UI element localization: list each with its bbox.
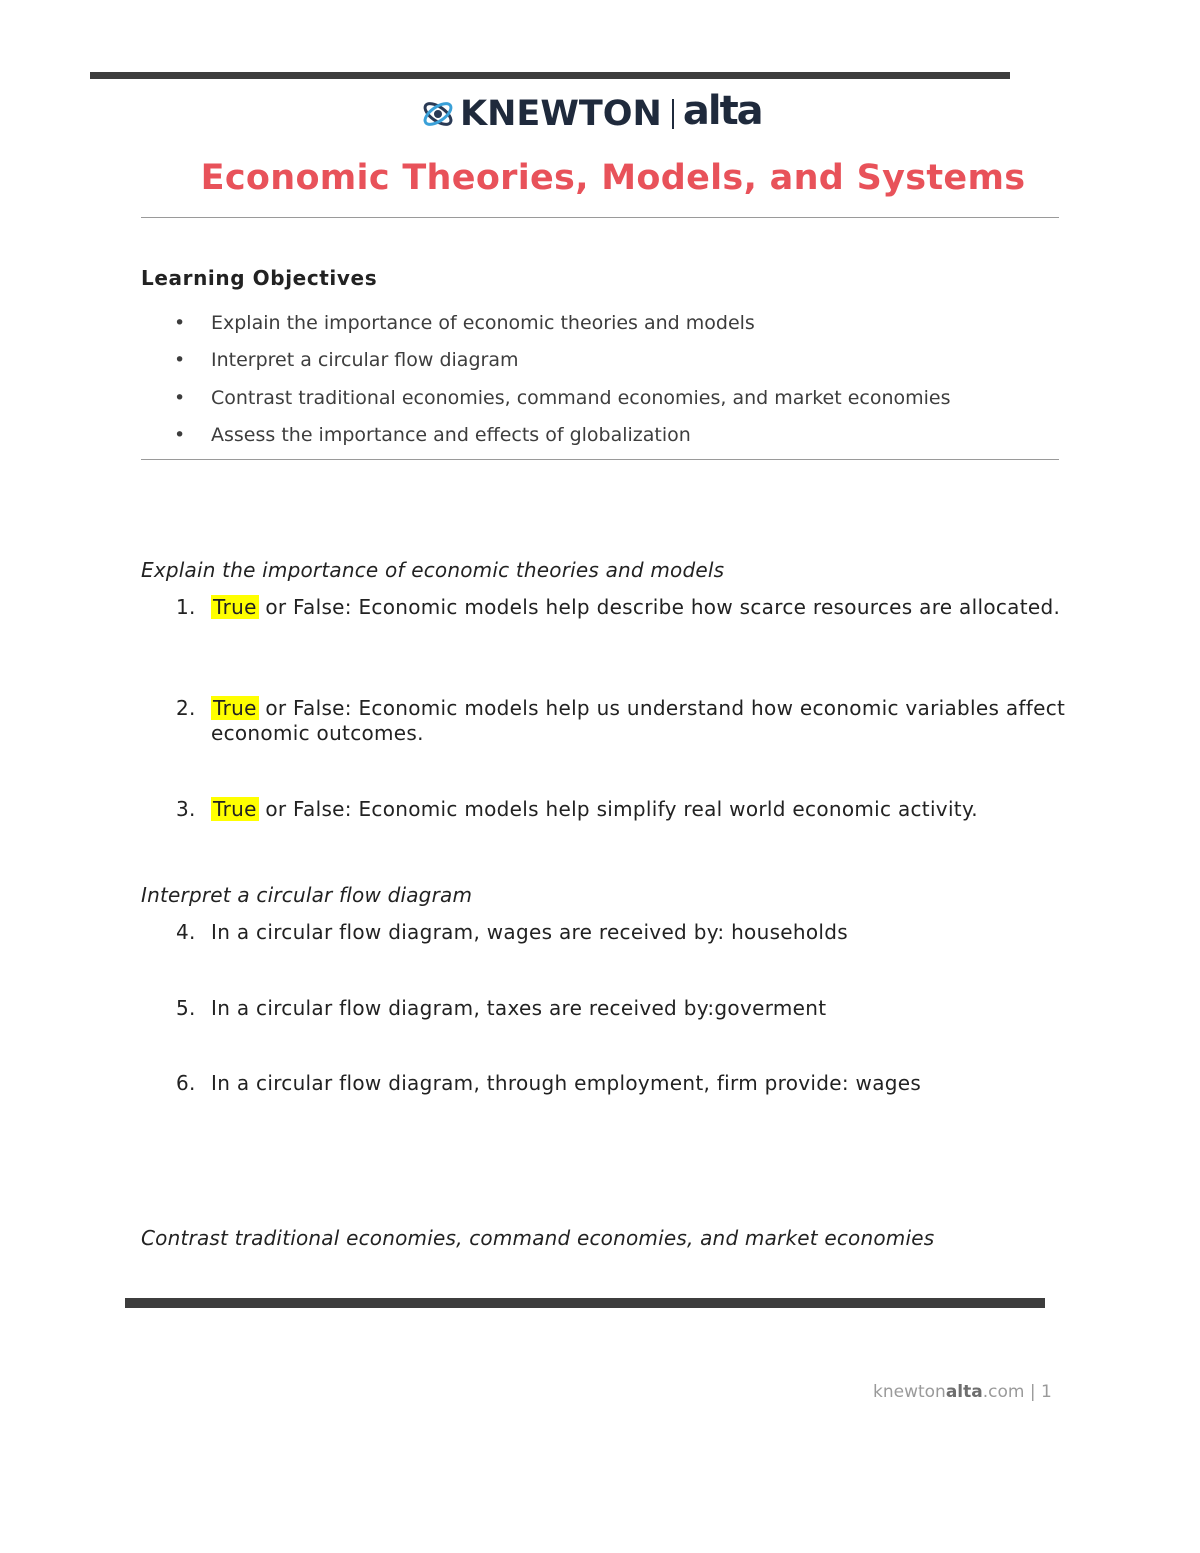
question-text: or False: Economic models help describe how scarce resources are allocated. — [258, 595, 1061, 619]
question-text: In a circular flow diagram, through employment, firm provide: wages — [211, 1071, 922, 1095]
footer-separator: | — [1024, 1382, 1041, 1402]
footer-site-prefix: knewton — [873, 1382, 946, 1402]
bullet-icon: • — [174, 312, 186, 334]
question-body — [211, 595, 1071, 620]
question-text: In a circular flow diagram, wages are received by: households — [211, 920, 848, 944]
title-divider — [141, 217, 1059, 218]
learning-objectives-heading: Learning Objectives — [141, 266, 378, 290]
objective-text: Assess the importance and effects of globalization — [211, 424, 691, 446]
bullet-icon: • — [174, 387, 186, 409]
footer-site-suffix: .com — [982, 1382, 1025, 1402]
question-text: or False: Economic models help simplify real world economic activity. — [258, 797, 978, 821]
question-number: 2. — [176, 696, 196, 720]
bottom-bar — [125, 1298, 1045, 1308]
footer-site-bold: alta — [945, 1382, 983, 1402]
highlighted-answer: True — [213, 696, 257, 720]
question-number: 1. — [176, 595, 196, 619]
question-body — [211, 797, 1071, 822]
page-title: Economic Theories, Models, and Systems — [200, 158, 1026, 198]
bullet-icon: • — [174, 349, 186, 371]
highlighted-answer: True — [213, 797, 257, 821]
logo-product: alta — [682, 88, 762, 134]
section-heading: Explain the importance of economic theories and models — [141, 558, 725, 582]
atom-logo-icon — [420, 96, 456, 132]
section-heading: Interpret a circular flow diagram — [141, 883, 473, 907]
page-footer — [873, 1382, 1052, 1402]
page-number: 1 — [1041, 1382, 1052, 1402]
question-text: or False: Economic models help us understand how economic variables affect economic outcomes. — [211, 696, 1066, 745]
top-bar — [90, 72, 1010, 79]
objective-text: Interpret a circular flow diagram — [211, 349, 519, 371]
question-number: 6. — [176, 1071, 196, 1095]
knewton-alta-logo — [420, 88, 762, 140]
bullet-icon: • — [174, 424, 186, 446]
highlighted-answer: True — [213, 595, 257, 619]
logo-separator — [672, 99, 674, 129]
logo-brand: KNEWTON — [460, 94, 662, 134]
question-number: 5. — [176, 996, 196, 1020]
objectives-divider — [141, 459, 1059, 460]
question-text: In a circular flow diagram, taxes are received by:goverment — [211, 996, 827, 1020]
section-heading: Contrast traditional economies, command economies, and market economies — [141, 1226, 935, 1250]
question-number: 3. — [176, 797, 196, 821]
objective-text: Contrast traditional economies, command economies, and market economies — [211, 387, 951, 409]
question-body — [211, 696, 1071, 746]
objective-text: Explain the importance of economic theories and models — [211, 312, 755, 334]
question-number: 4. — [176, 920, 196, 944]
